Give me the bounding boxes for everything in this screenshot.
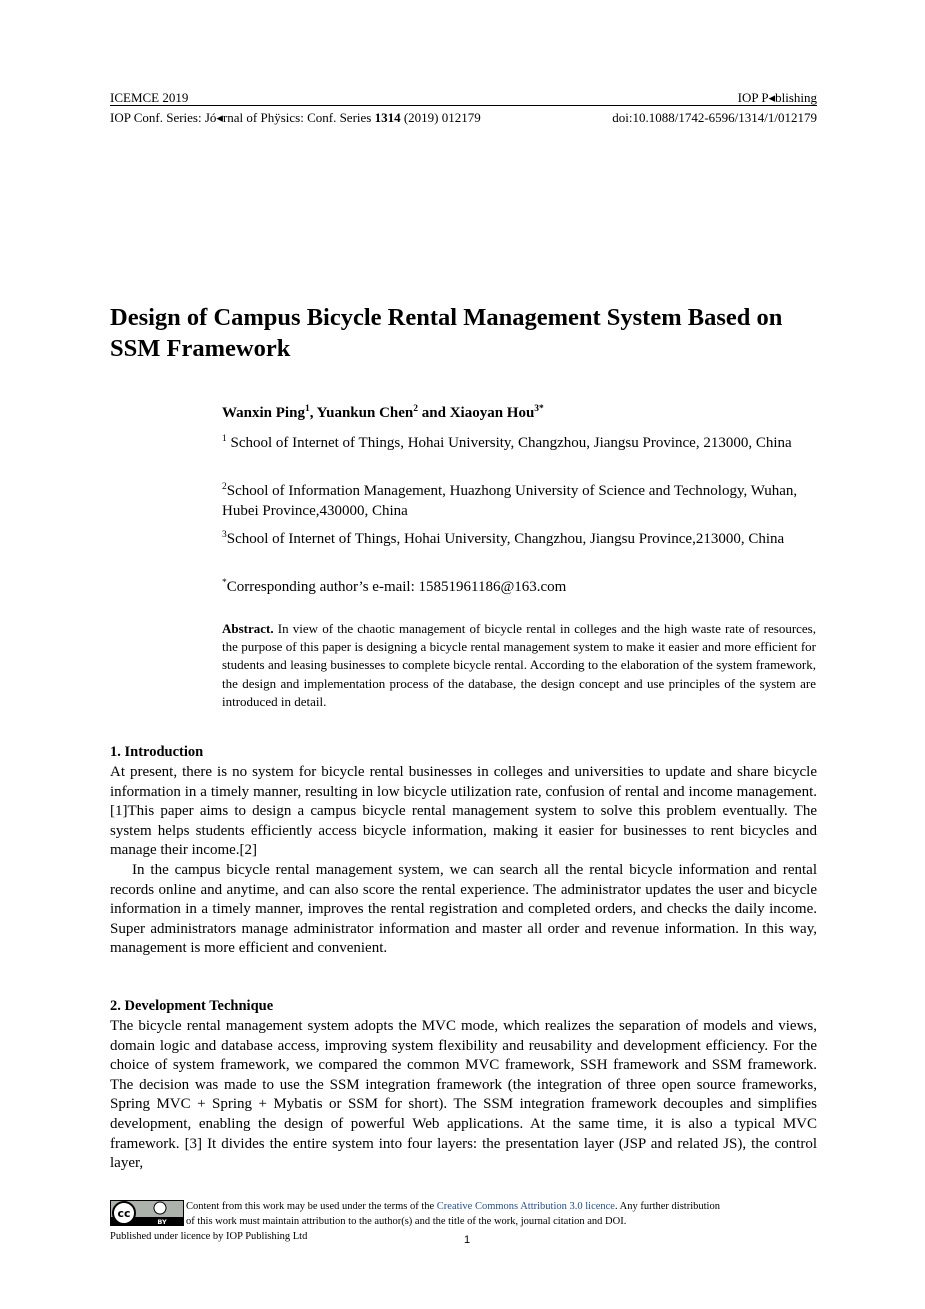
author-affiliation-mark: 3* (534, 404, 544, 414)
license-prefix: Content from this work may be used under the terms of the (186, 1201, 437, 1212)
paragraph: At present, there is no system for bicycle rental businesses in colleges and universities to update and share bicycle information in a timely manner, resulting in low bicycle utilization rate, confusion of rental and income management. [1]This paper aims to design a campus bicycle rental management system to solve this problem eventually. The system helps students efficiently access bicycle information, making it easier for businesses to rent bicycles and manage their income.[2] (110, 764, 817, 859)
affiliation-text: School of Internet of Things, Hohai University, Changzhou, Jiangsu Province, 213000, China (226, 435, 792, 451)
paragraph: In the campus bicycle rental management system, we can search all the rental bicycle information and rental records online and anytime, and can also score the rental experience. The administrator updates the user and bicycle information in a timely manner, improves the rental registration and completed orders, and checks the daily income. Super administrators manage administrator information and master all order and revenue information. In this way, management is more efficient and convenient. (110, 862, 817, 957)
publisher-licence: Published under licence by IOP Publishing Ltd (110, 1231, 308, 1242)
affiliation-mark: 3 (222, 530, 227, 540)
affiliation-mark: 1 (222, 434, 227, 444)
author-name: Xiaoyan Hou (449, 405, 535, 421)
author-separator: and (418, 405, 450, 421)
affiliation (222, 482, 822, 521)
conference-name: ICEMCE 2019 (110, 90, 189, 105)
abstract-text: In view of the chaotic management of bicycle rental in colleges and the high waste rate of resources, the purpose of this paper is designing a bicycle rental management system to make it easier and more efficient for students and leasing businesses to complete bicycle rental. According to the elaboration of the system framework, the design and implementation process of the database, the design concept and use principles of the system are introduced in detail. (222, 621, 816, 709)
journal-series: IOP Conf. Series: Jó◂rnal of Phÿsics: Conf. Series (110, 110, 372, 125)
publisher-name: IOP P◂blishing (737, 90, 817, 105)
author-name: Yuankun Chen (316, 405, 414, 421)
corresponding-email: Corresponding author’s e-mail: 15851961186@163.com (226, 579, 567, 595)
corresponding-mark: * (222, 578, 227, 588)
header-rule (110, 105, 817, 106)
abstract-label: Abstract. (222, 621, 274, 636)
affiliation-mark: 2 (222, 482, 227, 492)
by-badge-label: BY (157, 1218, 167, 1226)
author-affiliation-mark: 2 (413, 404, 418, 414)
license-suffix: . Any further distribution (614, 1201, 720, 1212)
affiliation (222, 434, 822, 454)
license-statement-line2: of this work must maintain attribution to the author(s) and the title of the work, journal citation and DOI. (186, 1216, 627, 1227)
affiliation-text: School of Information Management, Huazhong University of Science and Technology, Wuhan, Hubei Province,430000, China (222, 483, 798, 519)
journal-year-article: (2019) 012179 (403, 110, 481, 125)
license-link[interactable]: Creative Commons Attribution 3.0 licence (436, 1201, 615, 1212)
author-name: Wanxin Ping (222, 405, 305, 421)
page-number: 1 (464, 1234, 471, 1246)
paper-title: Design of Campus Bicycle Rental Management System Based on SSM Framework (110, 304, 783, 362)
journal-volume: 1314 (374, 110, 401, 125)
paragraph: The bicycle rental management system adopts the MVC mode, which realizes the separation of models and views, domain logic and database access, improving system flexibility and reusability and development efficiency. For the choice of system framework, we compared the common MVC framework, SSH framework and SSM framework. The decision was made to use the SSM integration framework (the integration of three open source frameworks, Spring MVC + Spring + Mybatis or SSM for short). The SSM integration framework decouples and simplifies development, enabling the design of powerful Web applications. At the same time, it is also a typical MVC framework. [3] It divides the entire system into four layers: the presentation layer (JSP and related JS), the control layer, (110, 1018, 817, 1172)
section-heading: 1. Introduction (110, 744, 204, 760)
corresponding-author (222, 578, 822, 598)
doi: doi:10.1088/1742-6596/1314/1/012179 (612, 110, 817, 125)
cc-by-license-badge (110, 1200, 184, 1226)
affiliation (222, 530, 822, 550)
author-separator: , (309, 405, 317, 421)
abstract (222, 620, 816, 711)
author-list (222, 405, 544, 422)
license-statement (186, 1199, 826, 1214)
journal-citation (110, 110, 481, 125)
author-affiliation-mark: 1 (304, 404, 310, 414)
section-heading: 2. Development Technique (110, 998, 274, 1014)
cc-badge-label: cc (117, 1207, 131, 1220)
affiliation-text: School of Internet of Things, Hohai University, Changzhou, Jiangsu Province,213000, China (226, 531, 785, 547)
cc-by-icon (110, 1200, 184, 1226)
